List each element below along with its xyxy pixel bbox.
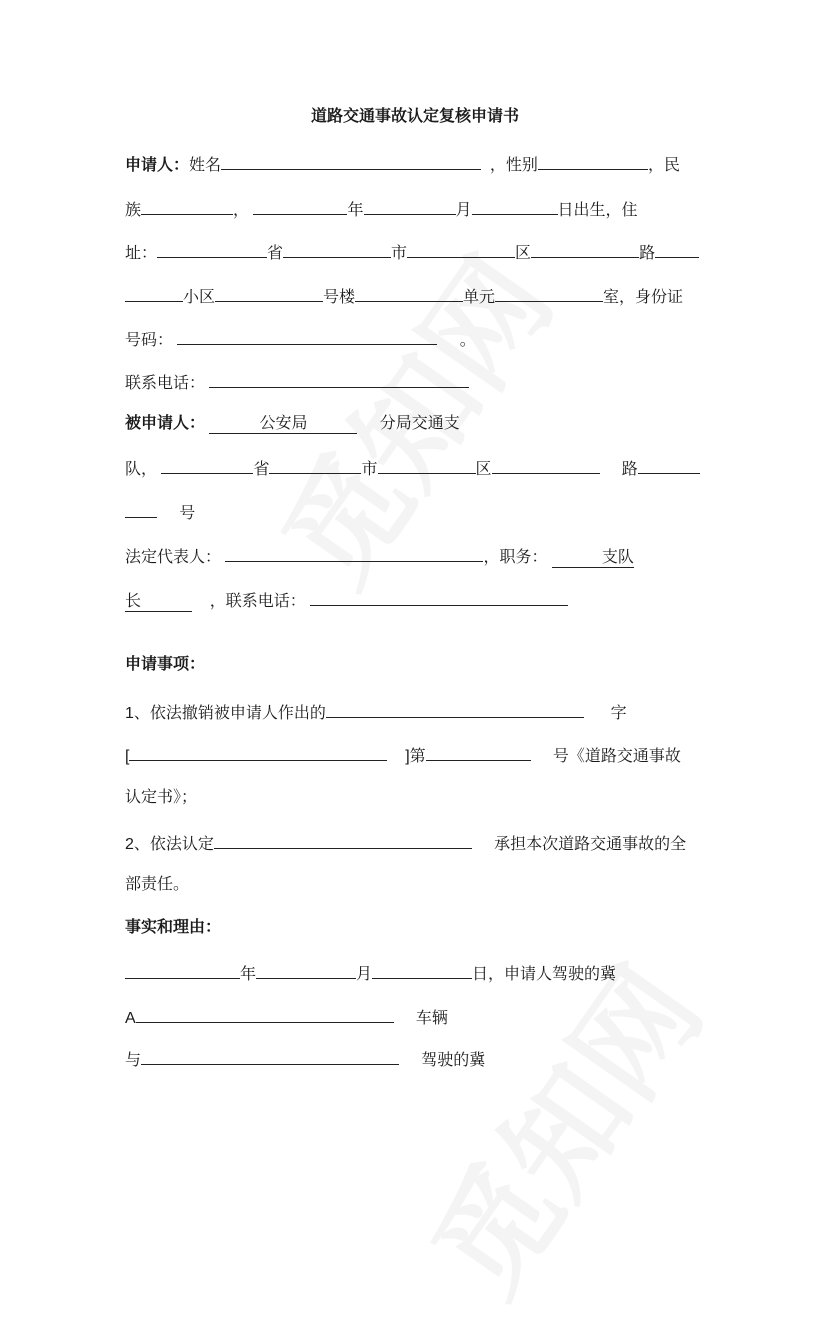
community-blank[interactable] <box>125 284 183 302</box>
text: [ <box>125 748 130 765</box>
respondent-line-3 <box>125 500 195 522</box>
day-blank[interactable] <box>372 961 472 979</box>
birth-month-blank[interactable] <box>364 197 456 215</box>
police-bureau-field[interactable] <box>209 415 357 434</box>
legal-rep-blank[interactable] <box>225 544 483 562</box>
text: 分局交通支 <box>379 415 460 432</box>
text: ，职务： <box>483 549 548 566</box>
text: 市 <box>391 245 408 262</box>
applicant-phone-blank[interactable] <box>209 370 469 388</box>
district-blank[interactable] <box>407 240 515 258</box>
issuer-blank[interactable] <box>326 700 584 718</box>
text: 2、依法认定 <box>125 836 214 853</box>
text: ，性别 <box>489 157 538 174</box>
text: ]第 <box>405 748 426 765</box>
respondent-line-4 <box>125 544 634 566</box>
ethnicity-blank[interactable] <box>141 197 233 215</box>
text: 字 <box>610 705 627 722</box>
facts-line-3 <box>125 1047 485 1069</box>
text: 室，身份证 <box>603 289 684 306</box>
text: 长 <box>125 593 142 610</box>
text: A <box>125 1010 136 1027</box>
facts-heading: 事实和理由： <box>125 919 222 936</box>
province-blank[interactable] <box>157 240 267 258</box>
text: 支队 <box>601 549 634 566</box>
request-line-5: 部责任。 <box>125 876 190 893</box>
liable-party-blank[interactable] <box>214 831 472 849</box>
position-field[interactable] <box>552 549 634 568</box>
text: 公安局 <box>259 415 308 432</box>
birth-year-blank[interactable] <box>253 197 347 215</box>
applicant-line-3 <box>125 240 699 262</box>
text: 路 <box>621 461 638 478</box>
text: 号 <box>179 505 196 522</box>
applicant-line-6 <box>125 370 469 392</box>
text: 单元 <box>463 289 496 306</box>
text: 区 <box>475 461 492 478</box>
text: 省 <box>267 245 284 262</box>
other-party-blank[interactable] <box>141 1047 399 1065</box>
text: 区 <box>515 245 532 262</box>
year-blank[interactable] <box>125 961 240 979</box>
text: 月 <box>356 966 373 983</box>
road-no-blank[interactable] <box>638 456 700 474</box>
building-blank[interactable] <box>215 284 323 302</box>
text: 法定代表人： <box>125 549 222 566</box>
text: 号《道路交通事故 <box>552 748 681 765</box>
applicant-line-1 <box>125 152 680 174</box>
text: 月 <box>455 202 472 219</box>
text: 号码： <box>125 332 174 349</box>
respondent-line-5 <box>125 588 568 610</box>
position-field-cont[interactable] <box>125 593 192 612</box>
district-blank[interactable] <box>378 456 476 474</box>
text: 姓名 <box>189 157 222 174</box>
request-heading: 申请事项： <box>125 656 206 673</box>
text: ，民 <box>647 157 680 174</box>
text: 年 <box>240 966 257 983</box>
text: 省 <box>253 461 270 478</box>
text: 与 <box>125 1052 142 1069</box>
text: 承担本次道路交通事故的全 <box>494 836 687 853</box>
document-title: 道路交通事故认定复核申请书 <box>310 108 519 125</box>
text: 号楼 <box>323 289 356 306</box>
applicant-label: 申请人： <box>125 157 190 174</box>
text: 驾驶的冀 <box>421 1052 486 1069</box>
text: 年 <box>347 202 364 219</box>
text: 日出生，住 <box>557 202 638 219</box>
text: 1、依法撤销被申请人作出的 <box>125 705 326 722</box>
request-line-4 <box>125 831 686 853</box>
plate-blank[interactable] <box>136 1005 394 1023</box>
text: 车辆 <box>415 1010 448 1027</box>
name-blank[interactable] <box>221 152 481 170</box>
request-line-2 <box>125 743 681 765</box>
id-number-blank[interactable] <box>177 327 437 345</box>
birth-day-blank[interactable] <box>472 197 558 215</box>
request-line-1 <box>125 700 627 722</box>
city-blank[interactable] <box>283 240 391 258</box>
respondent-line-1 <box>125 413 460 435</box>
respondent-label: 被申请人： <box>125 415 206 432</box>
text: ， <box>233 202 250 219</box>
applicant-line-2 <box>125 197 638 219</box>
respondent-line-2 <box>125 456 700 478</box>
text: ，联系电话： <box>209 593 306 610</box>
applicant-line-5 <box>125 327 476 349</box>
text: 队， <box>125 461 158 478</box>
room-blank[interactable] <box>495 284 603 302</box>
text: 市 <box>361 461 378 478</box>
facts-line-1 <box>125 961 616 983</box>
gender-blank[interactable] <box>538 152 648 170</box>
text: 日，申请人驾驶的冀 <box>472 966 617 983</box>
year-blank[interactable] <box>129 743 387 761</box>
respondent-phone-blank[interactable] <box>310 588 568 606</box>
road-no-blank[interactable] <box>655 240 699 258</box>
applicant-line-4 <box>125 284 683 306</box>
doc-number-blank[interactable] <box>426 743 531 761</box>
road-blank[interactable] <box>492 456 600 474</box>
number-blank[interactable] <box>125 500 157 518</box>
month-blank[interactable] <box>256 961 356 979</box>
text: 址： <box>125 245 158 262</box>
text: 小区 <box>183 289 216 306</box>
road-blank[interactable] <box>531 240 639 258</box>
text: 路 <box>639 245 656 262</box>
city-blank[interactable] <box>269 456 361 474</box>
unit-blank[interactable] <box>355 284 463 302</box>
text: 族 <box>125 202 142 219</box>
watermark <box>386 929 733 1323</box>
request-line-3: 认定书》； <box>125 789 198 806</box>
facts-line-2 <box>125 1005 448 1027</box>
text: 。 <box>459 332 476 349</box>
province-blank[interactable] <box>161 456 253 474</box>
text: 联系电话： <box>125 375 206 392</box>
